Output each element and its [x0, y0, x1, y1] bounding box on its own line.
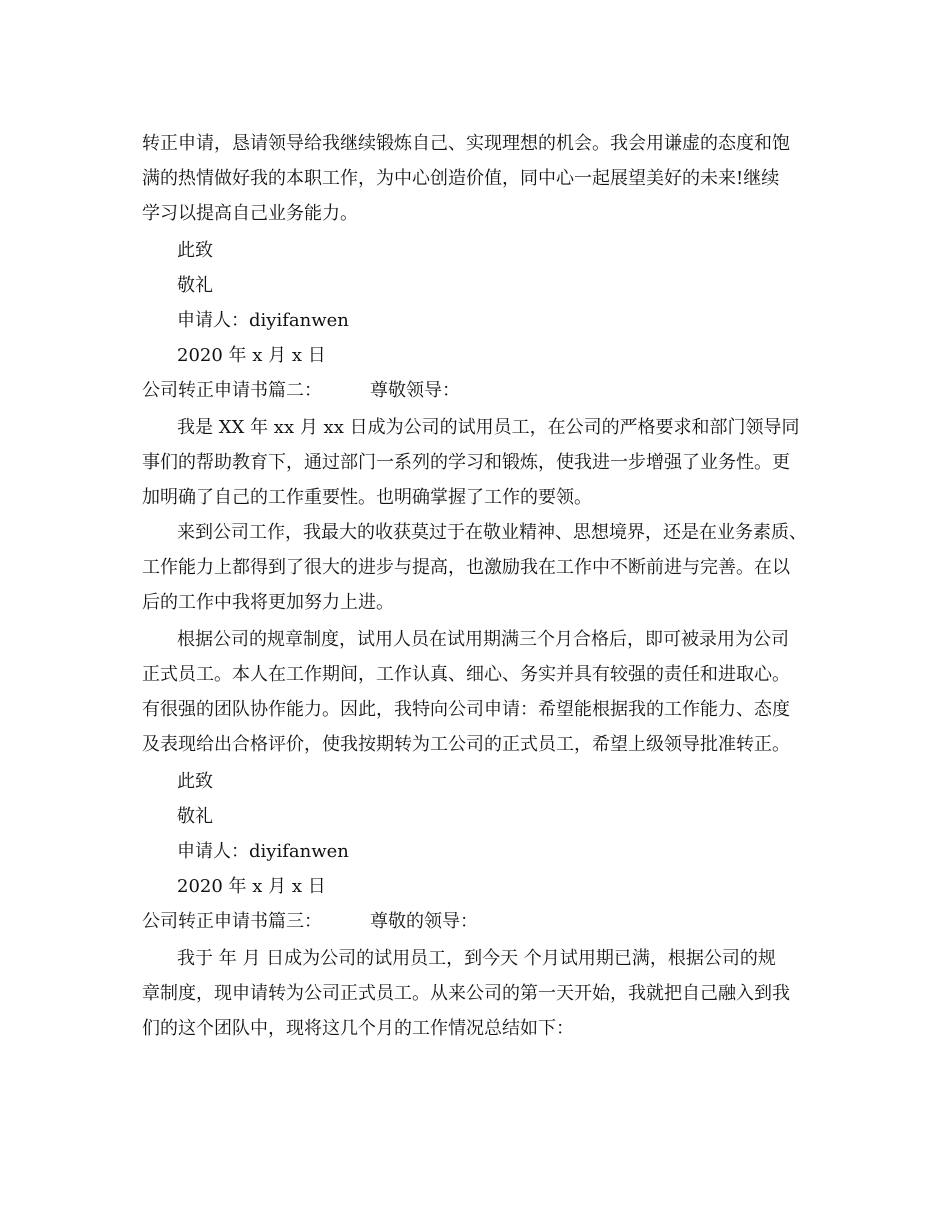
paragraph-line: 来到公司工作，我最大的收获莫过于在敬业精神、思想境界，还是在业务素质、 — [177, 522, 807, 543]
section-heading-line — [142, 380, 460, 402]
paragraph-line: 事们的帮助教育下，通过部门一系列的学习和锻炼，使我进一步增强了业务性。更 — [142, 452, 790, 473]
greeting: 尊敬的领导： — [370, 911, 478, 932]
paragraph-line: 我是 XX 年 xx 月 xx 日成为公司的试用员工，在公司的严格要求和部门领导同 — [177, 417, 800, 438]
paragraph-line: 工作能力上都得到了很大的进步与提高，也激励我在工作中不断前进与完善。在以 — [142, 557, 790, 578]
paragraph-line: 及表现给出合格评价，使我按期转为工公司的正式员工，希望上级领导批准转正。 — [142, 734, 790, 755]
paragraph-line: 们的这个团队中，现将这几个月的工作情况总结如下： — [142, 1018, 574, 1039]
applicant-line: 申请人：diyifanwen — [177, 310, 349, 331]
greeting: 尊敬领导： — [370, 380, 460, 401]
paragraph-line: 根据公司的规章制度，试用人员在试用期满三个月合格后，即可被录用为公司 — [177, 629, 789, 650]
paragraph-line: 章制度，现申请转为公司正式员工。从来公司的第一天开始，我就把自己融入到我 — [142, 983, 790, 1004]
paragraph-line: 加明确了自己的工作重要性。也明确掌握了工作的要领。 — [142, 487, 592, 508]
paragraph-line: 我于 年 月 日成为公司的试用员工，到今天 个月试用期已满，根据公司的规 — [177, 948, 776, 969]
paragraph-line: 学习以提高自己业务能力。 — [142, 203, 358, 224]
section-heading-line — [142, 911, 478, 933]
date-line: 2020 年 x 月 x 日 — [177, 345, 326, 366]
date-line: 2020 年 x 月 x 日 — [177, 876, 326, 897]
paragraph-line: 正式员工。本人在工作期间，工作认真、细心、务实并具有较强的责任和进取心。 — [142, 664, 790, 685]
paragraph-line: 后的工作中我将更加努力上进。 — [142, 592, 394, 613]
paragraph-line: 转正申请，恳请领导给我继续锻炼自己、实现理想的机会。我会用谦虚的态度和饱 — [142, 133, 790, 154]
section-heading: 公司转正申请书篇二： — [142, 380, 322, 401]
closing-line: 此致 — [177, 771, 213, 792]
paragraph-line: 有很强的团队协作能力。因此，我特向公司申请：希望能根据我的工作能力、态度 — [142, 699, 790, 720]
applicant-line: 申请人：diyifanwen — [177, 841, 349, 862]
section-heading: 公司转正申请书篇三： — [142, 911, 322, 932]
salute-line: 敬礼 — [177, 275, 213, 296]
salute-line: 敬礼 — [177, 806, 213, 827]
closing-line: 此致 — [177, 240, 213, 261]
paragraph-line: 满的热情做好我的本职工作，为中心创造价值，同中心一起展望美好的未来!继续 — [142, 168, 780, 189]
